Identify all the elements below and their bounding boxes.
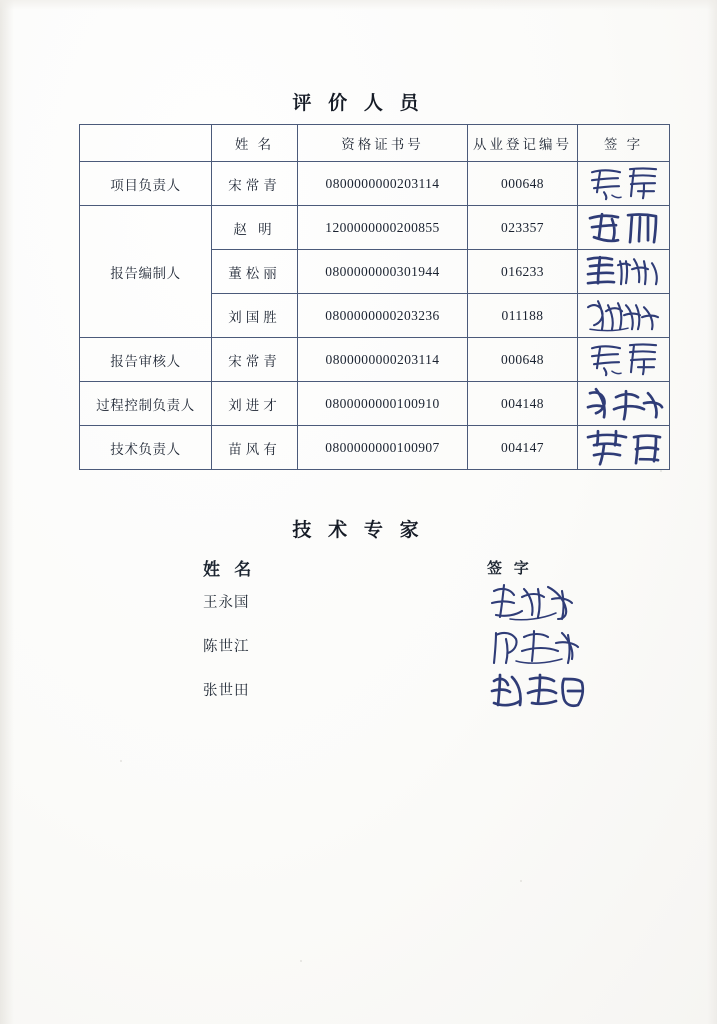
expert-name: 陈世江 xyxy=(203,639,250,655)
cell-signature xyxy=(578,382,670,426)
scan-speckle xyxy=(300,960,302,962)
expert-signature-cell xyxy=(490,581,590,625)
scan-speckle xyxy=(520,880,522,882)
cell-name: 苗风有 xyxy=(212,426,298,470)
cell-certificate-no: 0800000000100910 xyxy=(298,382,468,426)
cell-role: 报告编制人 xyxy=(80,206,212,338)
scan-speckle xyxy=(660,470,662,472)
table-row xyxy=(80,426,670,470)
experts-header-row xyxy=(0,555,717,585)
cell-signature xyxy=(578,294,670,338)
cell-name: 刘进才 xyxy=(212,382,298,426)
cell-role: 过程控制负责人 xyxy=(80,382,212,426)
signature-dong-songli xyxy=(582,251,666,291)
signature-zhang-shitian xyxy=(490,669,590,713)
cell-name: 赵 明 xyxy=(212,206,298,250)
cell-signature xyxy=(578,162,670,206)
cell-certificate-no: 1200000000200855 xyxy=(298,206,468,250)
header-certificate-no: 资格证书号 xyxy=(298,125,468,162)
cell-name: 宋常青 xyxy=(212,338,298,382)
signature-song-changqing xyxy=(582,163,666,203)
expert-signature-cell xyxy=(490,625,590,669)
cell-role: 报告审核人 xyxy=(80,338,212,382)
technical-experts-section xyxy=(0,555,717,717)
list-item xyxy=(0,673,717,717)
signature-liu-jincai xyxy=(582,383,666,423)
cell-role: 项目负责人 xyxy=(80,162,212,206)
cell-certificate-no: 0800000000301944 xyxy=(298,250,468,294)
header-name: 姓 名 xyxy=(212,125,298,162)
table-row xyxy=(80,162,670,206)
page-title-evaluation-personnel: 评 价 人 员 xyxy=(292,93,425,114)
cell-name: 董松丽 xyxy=(212,250,298,294)
expert-signature-cell xyxy=(490,669,590,713)
cell-registration-no: 004147 xyxy=(468,426,578,470)
signature-miao-fengyou xyxy=(582,427,666,467)
expert-name: 张世田 xyxy=(203,683,250,699)
cell-name: 刘国胜 xyxy=(212,294,298,338)
table-row xyxy=(80,206,670,250)
cell-registration-no: 004148 xyxy=(468,382,578,426)
cell-registration-no: 011188 xyxy=(468,294,578,338)
header-role xyxy=(80,125,212,162)
list-item xyxy=(0,629,717,673)
cell-registration-no: 016233 xyxy=(468,250,578,294)
evaluation-personnel-table xyxy=(79,124,670,470)
header-signature: 签 字 xyxy=(578,125,670,162)
table-header-row xyxy=(80,125,670,162)
cell-signature xyxy=(578,426,670,470)
cell-registration-no: 000648 xyxy=(468,338,578,382)
signature-wang-yongguo xyxy=(490,581,590,625)
signature-song-changqing-2 xyxy=(582,339,666,379)
cell-role: 技术负责人 xyxy=(80,426,212,470)
cell-certificate-no: 0800000000203114 xyxy=(298,338,468,382)
signature-zhao-ming xyxy=(582,207,666,247)
experts-header-name: 姓 名 xyxy=(203,560,257,579)
cell-name: 宋常青 xyxy=(212,162,298,206)
cell-signature xyxy=(578,206,670,250)
table-row xyxy=(80,338,670,382)
signature-liu-guosheng xyxy=(582,295,666,335)
experts-header-signature: 签 字 xyxy=(487,561,533,577)
cell-certificate-no: 0800000000203114 xyxy=(298,162,468,206)
cell-certificate-no: 0800000000203236 xyxy=(298,294,468,338)
expert-name: 王永国 xyxy=(203,595,250,611)
page-title-technical-experts: 技 术 专 家 xyxy=(292,520,425,541)
cell-signature xyxy=(578,250,670,294)
cell-certificate-no: 0800000000100907 xyxy=(298,426,468,470)
table-row xyxy=(80,382,670,426)
cell-signature xyxy=(578,338,670,382)
cell-registration-no: 023357 xyxy=(468,206,578,250)
signature-chen-shijiang xyxy=(490,625,590,669)
header-registration-no: 从业登记编号 xyxy=(468,125,578,162)
cell-registration-no: 000648 xyxy=(468,162,578,206)
scan-speckle xyxy=(120,760,122,762)
list-item xyxy=(0,585,717,629)
